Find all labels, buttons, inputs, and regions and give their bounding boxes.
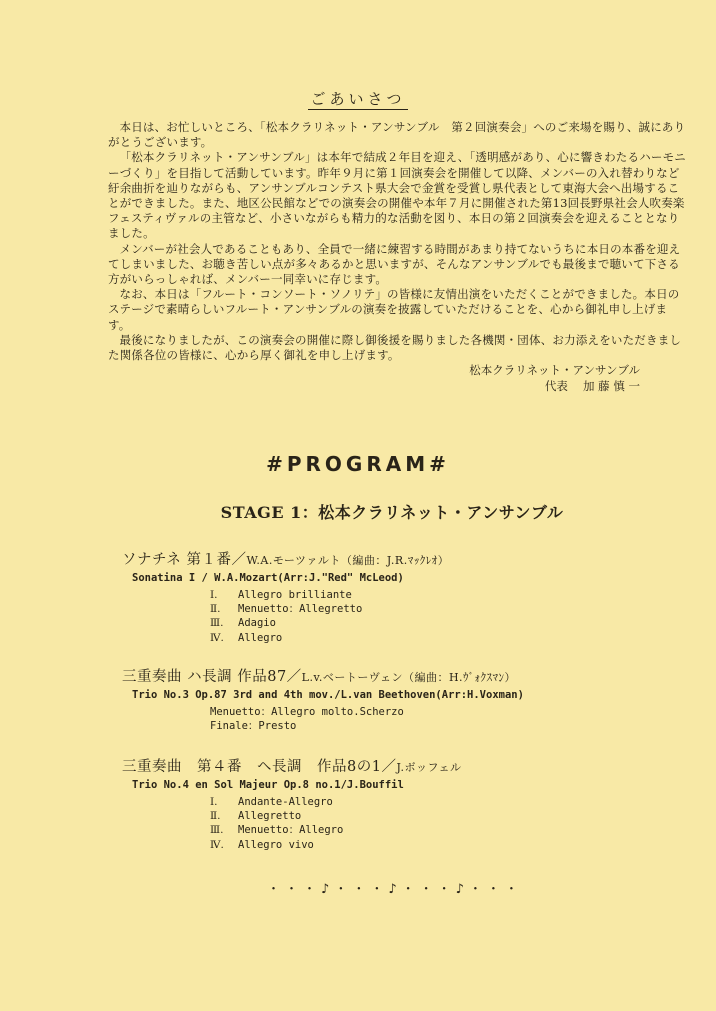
piece-composer-jp: J.ボッフェル bbox=[396, 761, 462, 774]
movement-item bbox=[210, 719, 702, 733]
program-piece-3 bbox=[122, 755, 702, 852]
piece-title-jp: 三重奏曲 第４番 ヘ長調 作品8の1／ bbox=[122, 759, 397, 775]
piece-title-jp: ソナチネ 第１番／ bbox=[122, 552, 247, 568]
signature-representative: 代表 加 藤 慎 一 bbox=[544, 379, 640, 393]
greeting-paragraph: メンバーが社会人であることもあり、全員で一緒に練習する時間があまり持てないうちに本日の本番を迎えてしまいました、お聴き苦しい点が多々あるかと思いますが、そんなアンサンブルでも最後まで聴いて下さる方がいらっしゃれば、メンバー一同幸いに存じます。 bbox=[108, 241, 681, 287]
piece-title-jp: 三重奏曲 ハ長調 作品87／ bbox=[122, 669, 302, 685]
piece-japanese-title bbox=[122, 665, 702, 686]
piece-english-title: Trio No.4 en Sol Majeur Op.8 no.1/J.Bouffil bbox=[132, 779, 404, 791]
greeting-title bbox=[0, 88, 716, 109]
movement-name: Allegro brilliante bbox=[238, 589, 352, 601]
program-piece-2 bbox=[122, 665, 702, 733]
movement-name: Allegro bbox=[238, 631, 283, 644]
movement-number: Ⅱ. bbox=[210, 810, 221, 823]
movement-list bbox=[210, 588, 702, 645]
movement-list bbox=[210, 795, 702, 852]
movement-item bbox=[210, 631, 702, 645]
stage-heading: STAGE 1：松本クラリネット・アンサンブル bbox=[220, 503, 564, 522]
movement-number: Ⅳ. bbox=[210, 631, 224, 644]
music-note-ornament: ・・・♪・・・♪・・・♪・・・ bbox=[267, 882, 523, 897]
movement-item bbox=[210, 602, 702, 616]
program-heading: #PROGRAM# bbox=[266, 452, 450, 476]
movement-number: Ⅰ. bbox=[210, 796, 218, 808]
movement-name: Allegretto bbox=[238, 810, 302, 823]
movement-number: Ⅱ. bbox=[210, 603, 221, 616]
greeting-title-text: ごあいさつ bbox=[310, 90, 406, 108]
movement-name: Menuetto：Allegro bbox=[238, 824, 344, 837]
piece-japanese-title bbox=[122, 755, 702, 776]
greeting-paragraph: 最後になりましたが、この演奏会の開催に際し御後援を賜りました各機関・団体、お力添えをいただきました関係各位の皆様に、心から厚く御礼を申し上げます。 bbox=[108, 332, 682, 363]
movement-item bbox=[210, 795, 702, 809]
piece-english-title: Sonatina I / W.A.Mozart(Arr:J."Red" McLeod) bbox=[132, 572, 404, 584]
movement-item bbox=[210, 705, 702, 719]
piece-composer-jp: W.A.モーツァルト（編曲：J.R.ﾏｯｸﾚｵ） bbox=[246, 554, 450, 567]
program-piece-1 bbox=[122, 548, 702, 645]
piece-english-title: Trio No.3 Op.87 3rd and 4th mov./L.van Beethoven(Arr:H.Voxman) bbox=[132, 689, 524, 701]
movement-item bbox=[210, 588, 702, 602]
greeting-body bbox=[108, 120, 688, 363]
movement-name: Finale：Presto bbox=[210, 720, 297, 733]
movement-name: Menuetto：Allegretto bbox=[238, 603, 363, 616]
movement-list bbox=[210, 705, 702, 733]
movement-item bbox=[210, 823, 702, 837]
signature-organization: 松本クラリネット・アンサンブル bbox=[469, 363, 640, 377]
greeting-paragraph: 「松本クラリネット・アンサンブル」は本年で結成２年目を迎え、「透明感があり、心に響きわたるハーモニーづくり」を目指して活動しています。昨年９月に第１回演奏会を開催して以降、メンバーの入れ替わりなど紆余曲折を辿りながらも、アンサンブルコンテスト県大会で金賞を受賞し県代表として東海大会へ出場することができました。また、地区公民館などでの演奏会の開催や本年７月に開催された第13回長野県社会人吹奏楽フェスティヴァルの主管など、小さいながらも精力的な活動を図り、本日の第２回演奏会を迎えることとなりました。 bbox=[108, 150, 687, 241]
movement-name: Menuetto：Allegro molto.Scherzo bbox=[210, 706, 404, 718]
signature bbox=[0, 362, 640, 394]
greeting-paragraph: 本日は、お忙しいところ、「松本クラリネット・アンサンブル 第２回演奏会」へのご来場を賜り、誠にありがとうございます。 bbox=[108, 120, 686, 150]
movement-number: Ⅲ. bbox=[210, 824, 224, 837]
movement-name: Adagio bbox=[238, 617, 276, 630]
movement-number: Ⅳ. bbox=[210, 838, 224, 851]
greeting-paragraph: なお、本日は「フルート・コンソート・ソノリテ」の皆様に友情出演をいただくことができました。本日のステージで素晴らしいフルート・アンサンブルの演奏を披露していただけることを、心から御礼申し上げます。 bbox=[108, 287, 680, 332]
piece-composer-jp: L.v.ベートーヴェン（編曲：H.ｳﾞｫｸｽﾏﾝ） bbox=[301, 671, 517, 684]
movement-item bbox=[210, 838, 702, 852]
movement-item bbox=[210, 809, 702, 823]
movement-name: Allegro vivo bbox=[238, 838, 314, 851]
movement-number: Ⅲ. bbox=[210, 617, 224, 630]
piece-japanese-title bbox=[122, 548, 702, 569]
movement-number: Ⅰ. bbox=[210, 589, 218, 601]
movement-item bbox=[210, 616, 702, 630]
movement-name: Andante-Allegro bbox=[238, 796, 333, 808]
